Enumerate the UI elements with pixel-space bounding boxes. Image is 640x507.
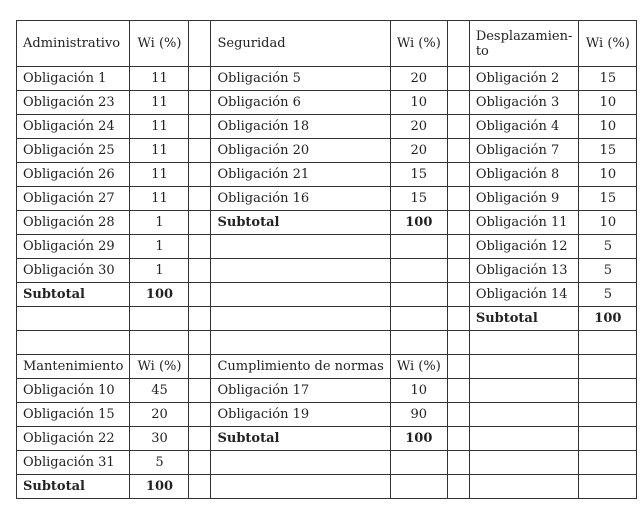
table-row: [17, 163, 637, 187]
cumplimiento-wi-header: Wi (%): [390, 355, 447, 379]
admin-row-value: 11: [130, 163, 189, 187]
desplazamiento-subtotal-value: 100: [579, 307, 637, 331]
empty-cell: [211, 451, 390, 475]
table-row: [17, 307, 637, 331]
desplazamiento-row-name: Obligación 7: [469, 139, 579, 163]
spacer-cell: [447, 115, 469, 139]
desplazamiento-row-value: 5: [579, 283, 637, 307]
spacer-cell: [189, 379, 211, 403]
spacer-cell: [189, 67, 211, 91]
cumplimiento-row-name: Obligación 17: [211, 379, 390, 403]
seguridad-row-name: Obligación 21: [211, 163, 390, 187]
spacer-cell: [189, 259, 211, 283]
spacer-cell: [189, 403, 211, 427]
empty-cell: [211, 475, 390, 499]
desplazamiento-row-name: Obligación 11: [469, 211, 579, 235]
mantenimiento-row-value: 45: [130, 379, 189, 403]
spacer-cell: [189, 211, 211, 235]
table-row: [17, 91, 637, 115]
empty-cell: [390, 235, 447, 259]
seguridad-row-name: Obligación 6: [211, 91, 390, 115]
desplazamiento-row-name: Obligación 9: [469, 187, 579, 211]
desplazamiento-row-name: Obligación 3: [469, 91, 579, 115]
empty-cell: [579, 427, 637, 451]
empty-cell: [579, 379, 637, 403]
empty-cell: [390, 451, 447, 475]
cumplimiento-subtotal-value: 100: [390, 427, 447, 451]
admin-row-name: Obligación 25: [17, 139, 130, 163]
seguridad-row-value: 15: [390, 163, 447, 187]
empty-cell: [130, 307, 189, 331]
spacer-cell: [447, 67, 469, 91]
table-row: [17, 211, 637, 235]
desplazamiento-row-value: 10: [579, 211, 637, 235]
spacer-cell: [189, 283, 211, 307]
table-row: [17, 283, 637, 307]
empty-cell: [390, 307, 447, 331]
cumplimiento-row-name: Obligación 19: [211, 403, 390, 427]
desplazamiento-row-name: Obligación 14: [469, 283, 579, 307]
spacer-cell: [189, 475, 211, 499]
spacer-cell: [189, 235, 211, 259]
desplazamiento-row-value: 15: [579, 187, 637, 211]
spacer-cell: [447, 259, 469, 283]
spacer-cell: [447, 187, 469, 211]
seguridad-row-value: 20: [390, 115, 447, 139]
table-row: [17, 427, 637, 451]
seguridad-row-value: 20: [390, 67, 447, 91]
table-row: [17, 259, 637, 283]
empty-cell: [579, 475, 637, 499]
spacer-cell: [447, 283, 469, 307]
seguridad-subtotal-value: 100: [390, 211, 447, 235]
admin-row-value: 11: [130, 115, 189, 139]
cumplimiento-title: Cumplimiento de normas: [211, 355, 390, 379]
empty-cell: [17, 307, 130, 331]
empty-cell: [390, 283, 447, 307]
empty-cell: [469, 475, 579, 499]
spacer-cell: [189, 21, 211, 67]
empty-cell: [211, 283, 390, 307]
spacer-cell: [189, 187, 211, 211]
admin-row-name: Obligación 29: [17, 235, 130, 259]
seguridad-subtotal-label: Subtotal: [211, 211, 390, 235]
desplazamiento-row-value: 10: [579, 91, 637, 115]
table-row: [17, 187, 637, 211]
spacer-cell: [447, 379, 469, 403]
empty-cell: [579, 331, 637, 355]
empty-cell: [17, 331, 130, 355]
table-row: [17, 331, 637, 355]
spacer-cell: [447, 307, 469, 331]
spacer-cell: [447, 427, 469, 451]
desplazamiento-row-name: Obligación 2: [469, 67, 579, 91]
admin-row-name: Obligación 30: [17, 259, 130, 283]
admin-row-name: Obligación 27: [17, 187, 130, 211]
seguridad-row-value: 10: [390, 91, 447, 115]
empty-cell: [469, 331, 579, 355]
spacer-cell: [189, 355, 211, 379]
empty-cell: [390, 331, 447, 355]
spacer-cell: [447, 235, 469, 259]
table-row: [17, 475, 637, 499]
empty-cell: [211, 331, 390, 355]
spacer-cell: [189, 451, 211, 475]
desplazamiento-row-name: Obligación 8: [469, 163, 579, 187]
table-row: [17, 21, 637, 67]
desplazamiento-row-value: 10: [579, 115, 637, 139]
table-row: [17, 235, 637, 259]
spacer-cell: [447, 91, 469, 115]
mantenimiento-subtotal-label: Subtotal: [17, 475, 130, 499]
admin-row-value: 1: [130, 259, 189, 283]
empty-cell: [579, 355, 637, 379]
weights-table: [16, 20, 637, 499]
cumplimiento-row-value: 90: [390, 403, 447, 427]
seguridad-row-name: Obligación 20: [211, 139, 390, 163]
spacer-cell: [189, 163, 211, 187]
spacer-cell: [447, 163, 469, 187]
desplazamiento-row-value: 15: [579, 67, 637, 91]
seguridad-row-name: Obligación 18: [211, 115, 390, 139]
spacer-cell: [189, 331, 211, 355]
spacer-cell: [447, 21, 469, 67]
table-row: [17, 403, 637, 427]
table-row: [17, 451, 637, 475]
desplazamiento-title: Desplazamien-to: [469, 21, 579, 67]
admin-subtotal-value: 100: [130, 283, 189, 307]
admin-title: Administrativo: [17, 21, 130, 67]
cumplimiento-row-value: 10: [390, 379, 447, 403]
admin-row-name: Obligación 1: [17, 67, 130, 91]
desplazamiento-wi-header: Wi (%): [579, 21, 637, 67]
empty-cell: [211, 259, 390, 283]
admin-row-name: Obligación 23: [17, 91, 130, 115]
mantenimiento-row-name: Obligación 22: [17, 427, 130, 451]
cumplimiento-subtotal-label: Subtotal: [211, 427, 390, 451]
admin-row-value: 1: [130, 235, 189, 259]
mantenimiento-row-value: 30: [130, 427, 189, 451]
desplazamiento-row-value: 15: [579, 139, 637, 163]
empty-cell: [469, 403, 579, 427]
admin-row-value: 11: [130, 187, 189, 211]
desplazamiento-row-value: 10: [579, 163, 637, 187]
desplazamiento-subtotal-label: Subtotal: [469, 307, 579, 331]
mantenimiento-title: Mantenimiento: [17, 355, 130, 379]
desplazamiento-row-name: Obligación 13: [469, 259, 579, 283]
spacer-cell: [447, 331, 469, 355]
desplazamiento-row-name: Obligación 4: [469, 115, 579, 139]
admin-row-value: 11: [130, 67, 189, 91]
admin-row-value: 1: [130, 211, 189, 235]
empty-cell: [469, 355, 579, 379]
spacer-cell: [447, 355, 469, 379]
empty-cell: [211, 307, 390, 331]
admin-row-name: Obligación 24: [17, 115, 130, 139]
empty-cell: [579, 451, 637, 475]
empty-cell: [390, 259, 447, 283]
spacer-cell: [447, 211, 469, 235]
empty-cell: [469, 451, 579, 475]
table-row: [17, 67, 637, 91]
desplazamiento-row-value: 5: [579, 259, 637, 283]
spacer-cell: [189, 115, 211, 139]
admin-wi-header: Wi (%): [130, 21, 189, 67]
spacer-cell: [189, 427, 211, 451]
admin-row-value: 11: [130, 139, 189, 163]
desplazamiento-row-name: Obligación 12: [469, 235, 579, 259]
empty-cell: [130, 331, 189, 355]
mantenimiento-row-name: Obligación 15: [17, 403, 130, 427]
empty-cell: [469, 379, 579, 403]
admin-row-name: Obligación 26: [17, 163, 130, 187]
desplazamiento-row-value: 5: [579, 235, 637, 259]
spacer-cell: [189, 307, 211, 331]
mantenimiento-row-value: 20: [130, 403, 189, 427]
spacer-cell: [447, 403, 469, 427]
mantenimiento-wi-header: Wi (%): [130, 355, 189, 379]
empty-cell: [469, 427, 579, 451]
spacer-cell: [189, 139, 211, 163]
seguridad-row-value: 20: [390, 139, 447, 163]
admin-row-value: 11: [130, 91, 189, 115]
seguridad-row-name: Obligación 16: [211, 187, 390, 211]
seguridad-wi-header: Wi (%): [390, 21, 447, 67]
empty-cell: [211, 235, 390, 259]
admin-subtotal-label: Subtotal: [17, 283, 130, 307]
spacer-cell: [447, 451, 469, 475]
empty-cell: [390, 475, 447, 499]
empty-cell: [579, 403, 637, 427]
spacer-cell: [447, 475, 469, 499]
admin-row-name: Obligación 28: [17, 211, 130, 235]
seguridad-title: Seguridad: [211, 21, 390, 67]
mantenimiento-subtotal-value: 100: [130, 475, 189, 499]
table-row: [17, 115, 637, 139]
mantenimiento-row-name: Obligación 10: [17, 379, 130, 403]
spacer-cell: [447, 139, 469, 163]
table-row: [17, 379, 637, 403]
mantenimiento-row-value: 5: [130, 451, 189, 475]
table-row: [17, 355, 637, 379]
seguridad-row-value: 15: [390, 187, 447, 211]
spacer-cell: [189, 91, 211, 115]
mantenimiento-row-name: Obligación 31: [17, 451, 130, 475]
seguridad-row-name: Obligación 5: [211, 67, 390, 91]
table-row: [17, 139, 637, 163]
